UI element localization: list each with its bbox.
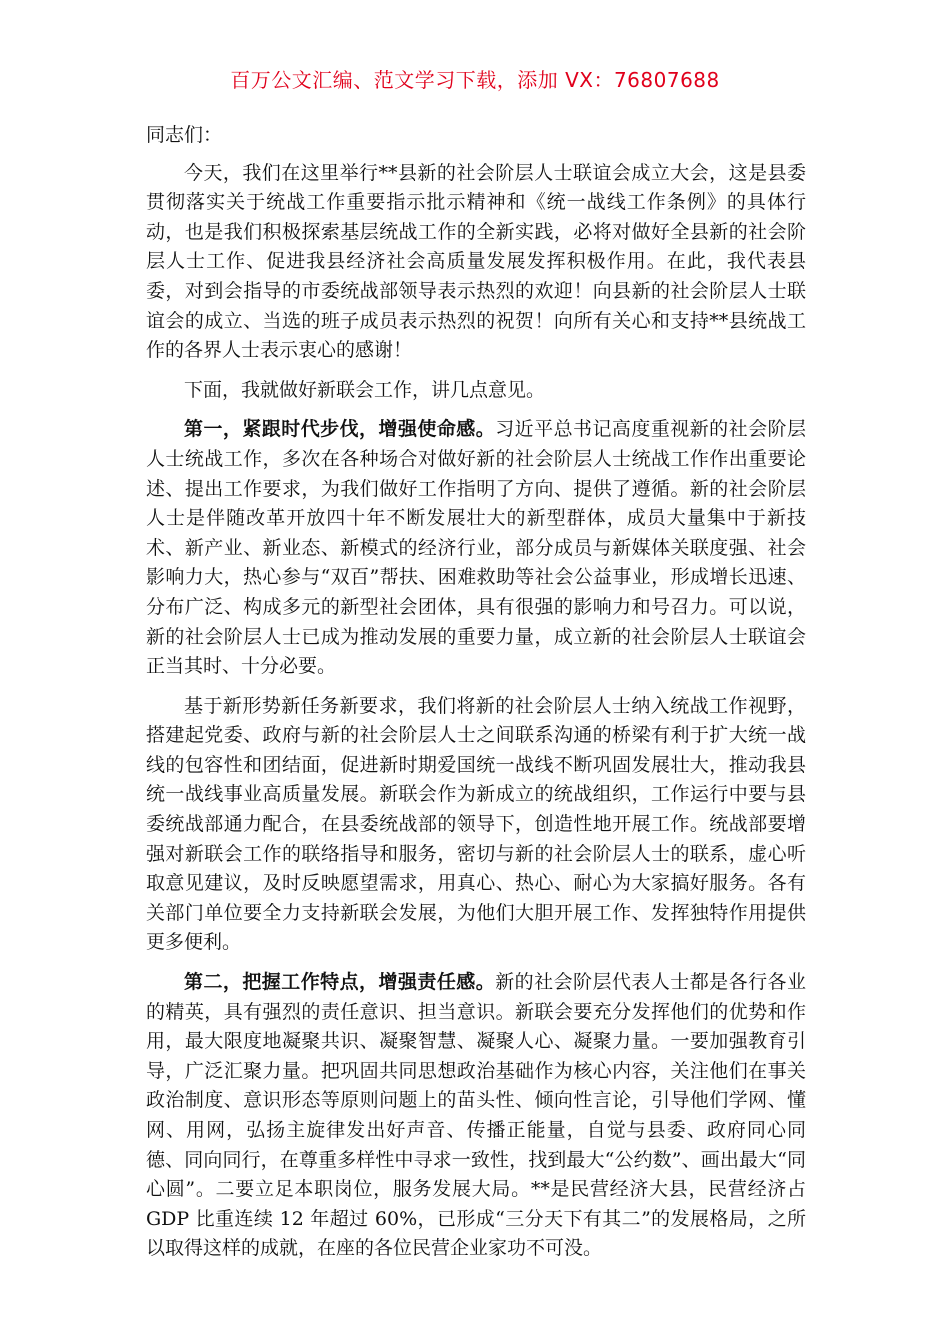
header-banner: 百万公文汇编、范文学习下载，添加 VX：76807688 (230, 68, 720, 92)
document-body (146, 121, 806, 1274)
paragraph-text: 下面，我就做好新联会工作，讲几点意见。 (184, 378, 546, 401)
paragraph-text: 新的社会阶层代表人士都是各行各业的精英，具有强烈的责任意识、担当意识。新联会要充分发挥他们的优势和作用，最大限度地凝聚共识、凝聚智慧、凝聚人心、凝聚力量。一要加强教育引导，广泛汇聚力量。把巩固共同思想政治基础作为核心内容，关注他们在事关政治制度、意识形态等原则问题上的苗头性、倾向性言论，引导他们学网、懂网、用网，弘扬主旋律发出好声音、传播正能量，自觉与县委、政府同心同德、同向同行，在尊重多样性中寻求一致性，找到最大“公约数”、画出最大“同心圆”。二要立足本职岗位，服务发展大局。**是民营经济大县，民营经济占 GDP 比重连续 12 年超过 60%，已形成“三分天下有其二”的发展格局，之所以取得这样的成就，在座的各位民营企业家功不可没。 (146, 971, 806, 1260)
paragraph-point-two (146, 968, 806, 1264)
salutation: 同志们： (146, 124, 223, 146)
paragraph-text: 基于新形势新任务新要求，我们将新的社会阶层人士纳入统战工作视野，搭建起党委、政府与新的社会阶层人士之间联系沟通的桥梁有利于扩大统一战线的包容性和团结面，促进新时期爱国统一战线不断巩固发展壮大，推动我县统一战线事业高质量发展。新联会作为新成立的统战组织，工作运行中要与县委统战部通力配合，在县委统战部的领导下，创造性地开展工作。统战部要增强对新联会工作的联络指导和服务，密切与新的社会阶层人士的联系，虚心听取意见建议，及时反映愿望需求，用真心、热心、耐心为大家搞好服务。各有关部门单位要全力支持新联会发展，为他们大胆开展工作、发挥独特作用提供更多便利。 (146, 694, 806, 954)
paragraph-lead: 第二，把握工作特点，增强责任感。 (184, 971, 496, 994)
paragraph-text: 今天，我们在这里举行**县新的社会阶层人士联谊会成立大会，这是县委贯彻落实关于统战工作重要指示批示精神和《统一战线工作条例》的具体行动，也是我们积极探索基层统战工作的全新实践，必将对做好全县新的社会阶层人士工作、促进我县经济社会高质量发展发挥积极作用。在此，我代表县委，对到会指导的市委统战部领导表示热烈的欢迎！向县新的社会阶层人士联谊会的成立、当选的班子成员表示热烈的祝贺！向所有关心和支持**县统战工作的各界人士表示衷心的感谢！ (146, 161, 806, 362)
paragraph-lead: 第一，紧跟时代步伐，增强使命感。 (184, 418, 496, 441)
paragraph-text: 习近平总书记高度重视新的社会阶层人士统战工作，多次在各种场合对做好新的社会阶层人士统战工作作出重要论述、提出工作要求，为我们做好工作指明了方向、提供了遵循。新的社会阶层人士是伴随改革开放四十年不断发展壮大的新型群体，成员大量集中于新技术、新产业、新业态、新模式的经济行业，部分成员与新媒体关联度强、社会影响力大，热心参与“双百”帮扶、困难救助等社会公益事业，形成增长迅速、分布广泛、构成多元的新型社会团体，具有很强的影响力和号召力。可以说，新的社会阶层人士已成为推动发展的重要力量，成立新的社会阶层人士联谊会正当其时、十分必要。 (146, 418, 806, 678)
paragraph-intro (146, 376, 806, 406)
paragraph-point-one-continued (146, 692, 806, 958)
paragraph-opening (146, 159, 806, 366)
paragraph-point-one (146, 415, 806, 681)
